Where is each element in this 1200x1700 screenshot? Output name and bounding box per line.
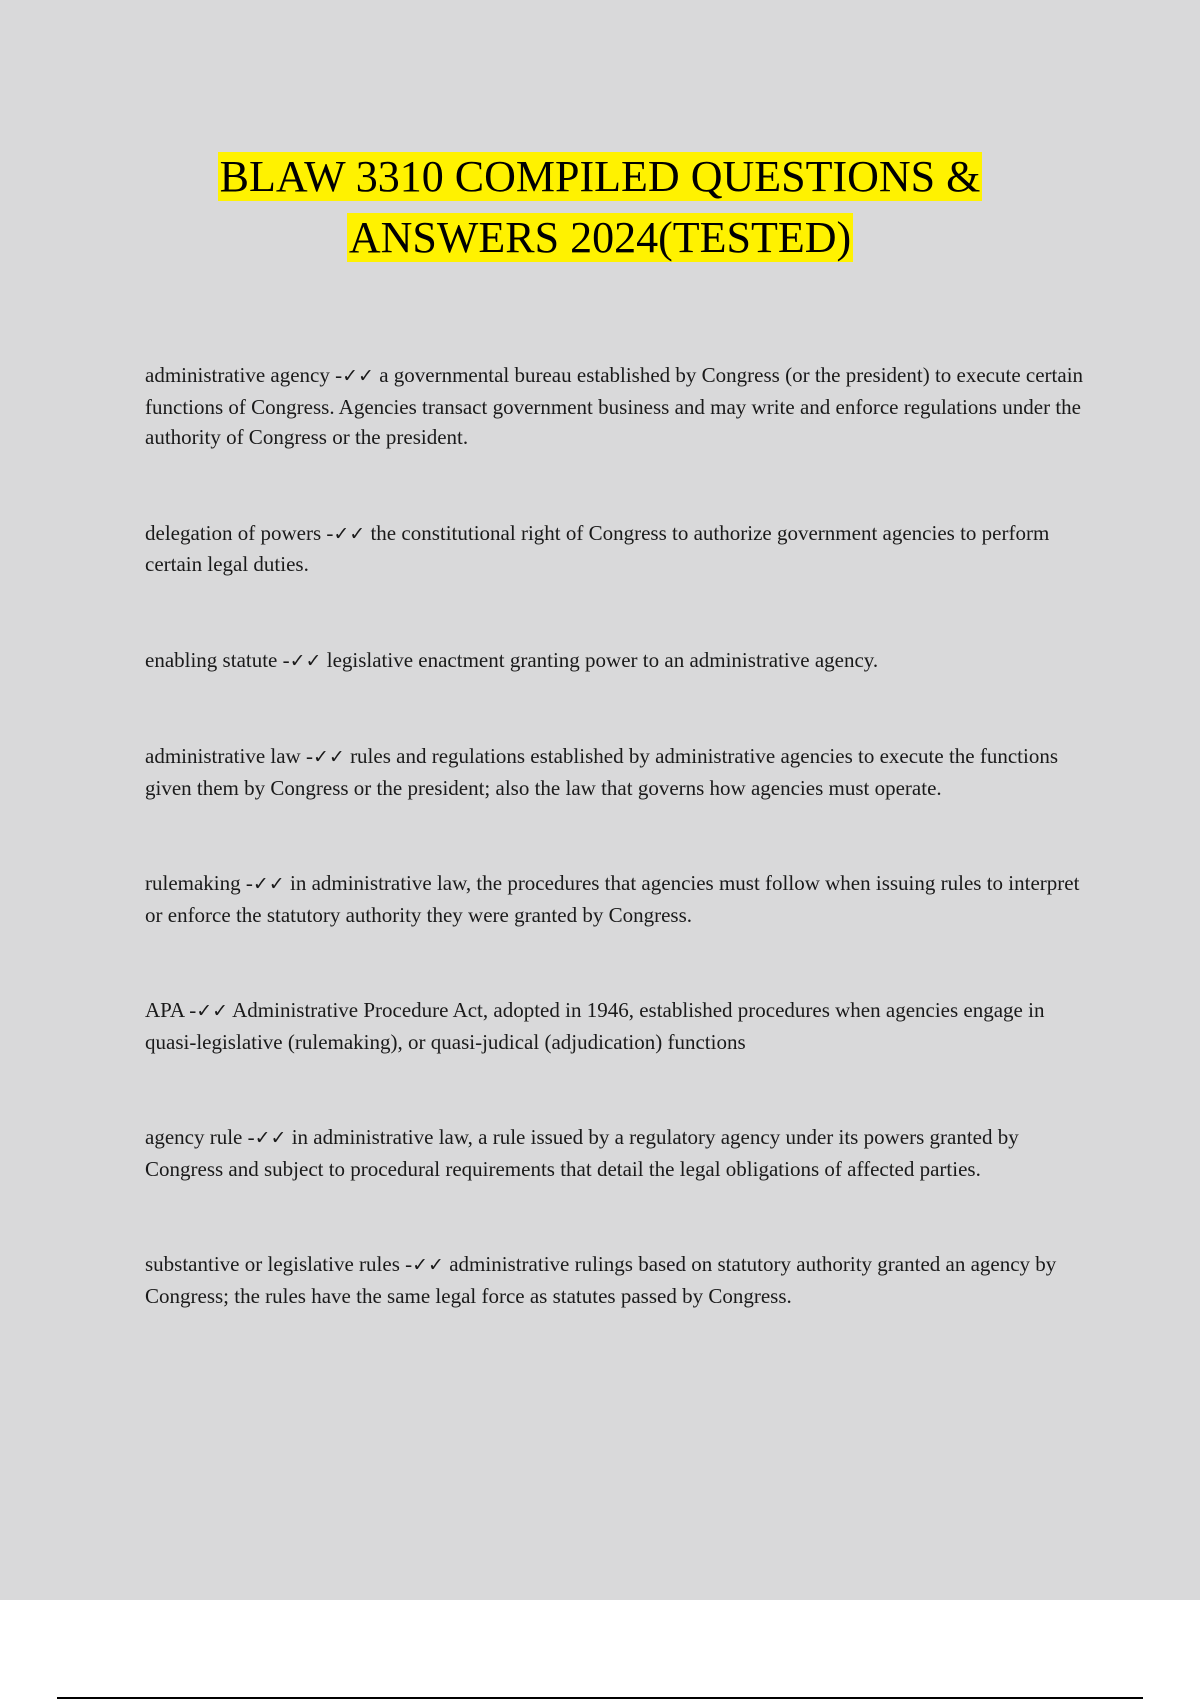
entry-term: administrative law	[145, 744, 301, 768]
entry-definition: the constitutional right of Congress to authorize government agencies to perform certain legal duties.	[145, 520, 1050, 576]
definition-entry	[145, 645, 1100, 677]
entry-separator: -	[335, 363, 343, 387]
definition-entry	[145, 995, 1100, 1057]
double-check-icon: ✓✓	[342, 365, 374, 387]
definition-entry	[145, 741, 1100, 803]
entry-definition: administrative rulings based on statutory authority granted an agency by Congress; the rules have the same legal force as statutes passed by Congress.	[145, 1252, 1057, 1308]
definition-entry	[145, 518, 1100, 580]
entry-term: agency rule	[145, 1125, 243, 1149]
entry-term: enabling statute	[145, 647, 278, 672]
entry-definition: in administrative law, the procedures that agencies must follow when issuing rules to interpret or enforce the statutory authority they were granted by Congress.	[145, 871, 1080, 927]
entry-separator: -	[305, 744, 313, 768]
double-check-icon: ✓✓	[312, 746, 345, 768]
document-title	[0, 146, 1200, 268]
entry-definition: in administrative law, a rule issued by a regulatory agency under its powers granted by Congress and subject to procedural requirements that detail the legal obligations of affected parties.	[145, 1125, 1019, 1181]
entry-term: rulemaking	[145, 871, 241, 895]
entry-separator: -	[189, 998, 197, 1022]
definition-entry	[145, 360, 1100, 453]
double-check-icon: ✓✓	[252, 873, 285, 895]
entry-term: delegation of powers	[145, 520, 322, 545]
entry-separator: -	[245, 871, 253, 895]
double-check-icon: ✓✓	[196, 1000, 229, 1022]
definition-entry	[145, 868, 1100, 930]
entry-separator: -	[405, 1252, 413, 1276]
entry-separator: -	[282, 647, 290, 672]
title-line-1: BLAW 3310 COMPILED QUESTIONS &	[219, 152, 981, 201]
entry-definition: rules and regulations established by administrative agencies to execute the functions given them by Congress or the president; also the law that governs how agencies must operate.	[145, 744, 1059, 800]
entry-term: substantive or legislative rules	[145, 1252, 400, 1276]
double-check-icon: ✓✓	[333, 522, 366, 545]
entry-definition: a governmental bureau established by Congress (or the president) to execute certain functions of Congress. Agencies transact government business and may write and enforce regulations under the authority of Congress or the president.	[145, 363, 1084, 449]
entry-separator: -	[247, 1125, 255, 1149]
double-check-icon: ✓✓	[412, 1254, 444, 1276]
title-line-2: ANSWERS 2024(TESTED)	[348, 213, 852, 262]
entry-definition: Administrative Procedure Act, adopted in 1946, established procedures when agencies engage in quasi-legislative (rulemaking), or quasi-judical (adjudication) functions	[145, 998, 1045, 1054]
definition-entry	[145, 1249, 1100, 1311]
footer-divider	[57, 1697, 1143, 1699]
entry-definition: legislative enactment granting power to an administrative agency.	[326, 647, 879, 672]
definition-entry	[145, 1122, 1100, 1184]
entry-separator: -	[326, 520, 334, 545]
double-check-icon: ✓✓	[254, 1127, 287, 1149]
entry-term: administrative agency	[145, 363, 330, 387]
entry-term: APA	[145, 998, 184, 1022]
definition-list	[145, 360, 1100, 1376]
double-check-icon: ✓✓	[289, 649, 322, 672]
